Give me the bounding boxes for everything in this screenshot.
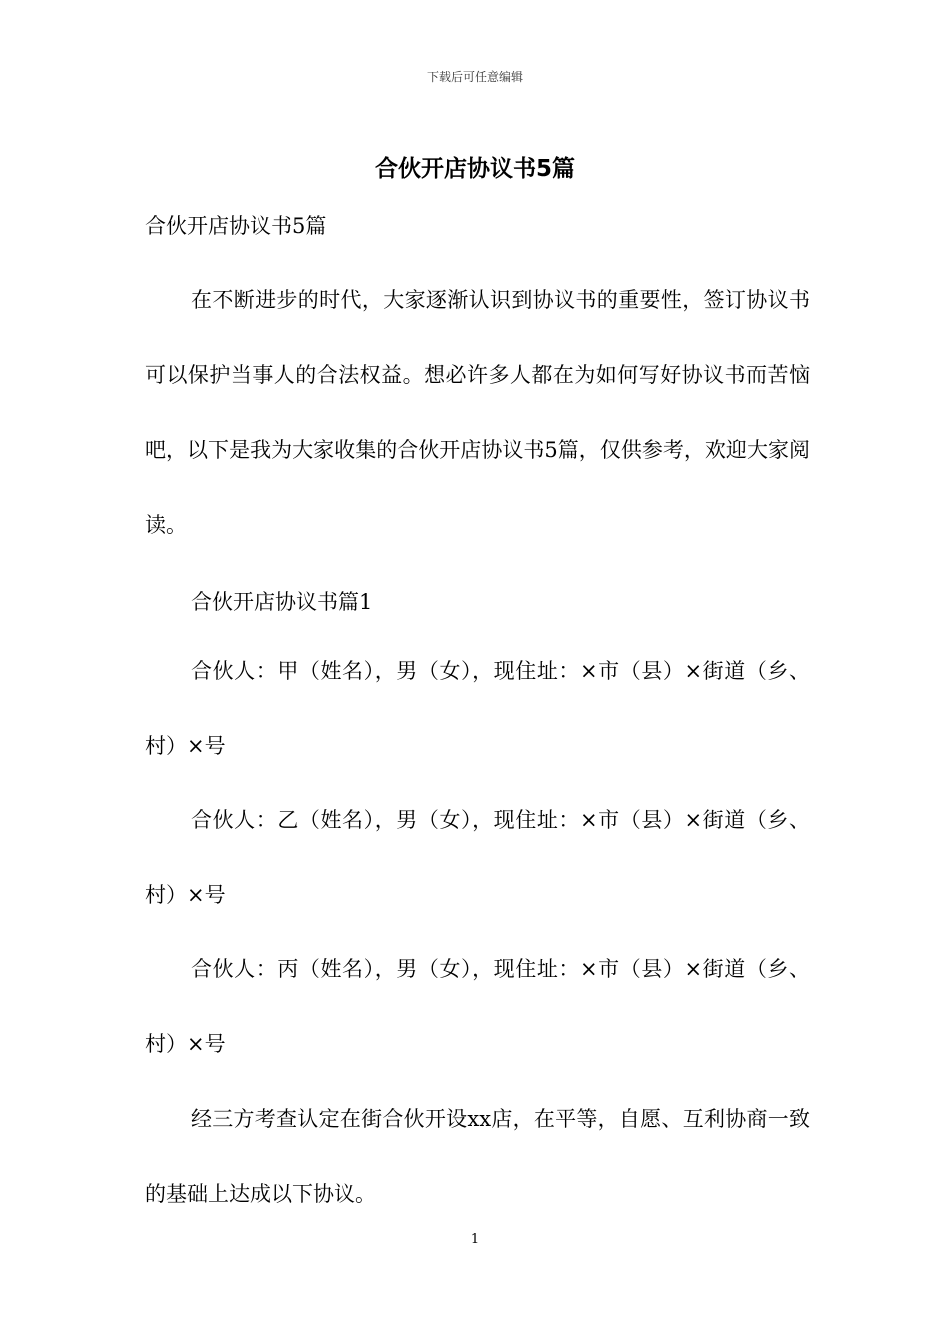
agreement-paragraph: 经三方考查认定在街合伙开设xx店，在平等，自愿、互利协商一致的基础上达成以下协议。 bbox=[145, 1107, 810, 1206]
section-heading: 合伙开店协议书篇1 bbox=[191, 590, 373, 614]
intro-paragraph: 在不断进步的时代，大家逐渐认识到协议书的重要性，签订协议书可以保护当事人的合法权益。想必许多人都在为如何写好协议书而苦恼吧，以下是我为大家收集的合伙开店协议书5篇，仅供参考，欢迎大家阅读。 bbox=[145, 288, 810, 537]
header-note: 下载后可任意编辑 bbox=[426, 70, 523, 84]
partner-b-paragraph: 合伙人：乙（姓名），男（女），现住址：×市（县）×街道（乡、村）×号 bbox=[145, 808, 810, 907]
page-number: 1 bbox=[470, 1232, 480, 1247]
document-subtitle: 合伙开店协议书5篇 bbox=[145, 214, 327, 238]
document-title: 合伙开店协议书5篇 bbox=[374, 156, 575, 182]
partner-a-paragraph: 合伙人：甲（姓名），男（女），现住址：×市（县）×街道（乡、村）×号 bbox=[145, 659, 810, 758]
partner-c-paragraph: 合伙人：丙（姓名），男（女），现住址：×市（县）×街道（乡、村）×号 bbox=[145, 957, 810, 1056]
